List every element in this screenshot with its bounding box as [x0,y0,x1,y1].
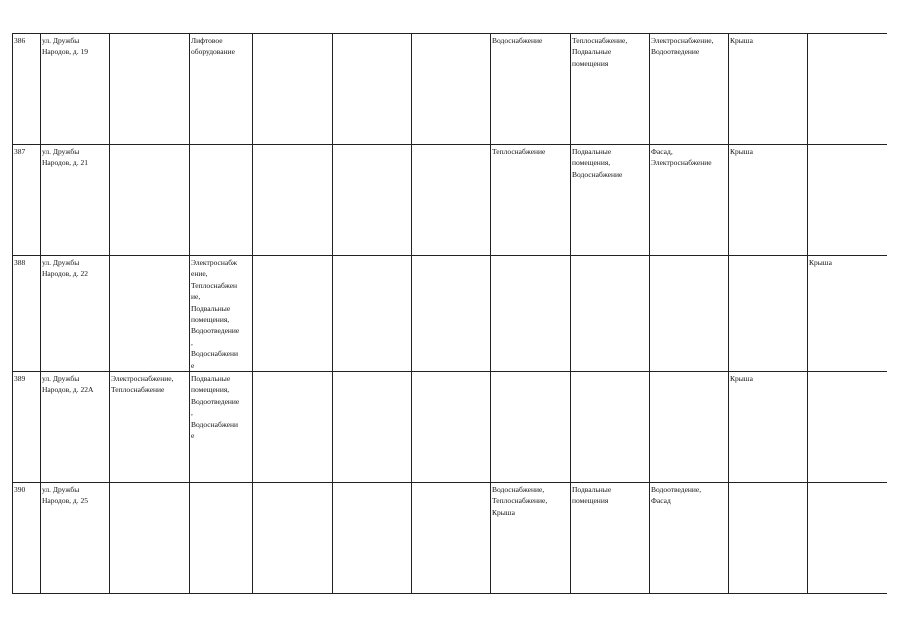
table-cell [333,483,412,594]
table-cell [412,145,491,256]
table-cell [333,34,412,145]
table-cell [412,372,491,483]
row-number-cell: 386 [13,34,41,145]
table-cell: Электроснабжение, Водоотведение [650,34,729,145]
table-cell [808,34,887,145]
table-cell: Подвальные помещения, Водоотведение , Водоснабжени е [190,372,253,483]
table-cell [253,145,333,256]
table-cell [110,483,190,594]
table-cell [110,34,190,145]
row-number-cell: 387 [13,145,41,256]
table-cell: Подвальные помещения, Водоснабжение [571,145,650,256]
table-cell [491,372,571,483]
table-cell: Теплоснабжение, Подвальные помещения [571,34,650,145]
row-number-cell: 390 [13,483,41,594]
table-cell [333,372,412,483]
table-cell: Электроснабж ение, Теплоснабжен ие, Подвальные помещения, Водоотведение , Водоснабжени е [190,256,253,372]
table-cell: Крыша [729,34,808,145]
table-cell: Лифтовое оборудование [190,34,253,145]
table-cell: Крыша [729,372,808,483]
table-cell [729,256,808,372]
table-cell [253,256,333,372]
table-cell [333,256,412,372]
table-cell [412,483,491,594]
table-cell: Водоотведение, Фасад [650,483,729,594]
table-cell [650,372,729,483]
table-row [13,34,887,145]
table-cell [190,145,253,256]
table-cell [571,256,650,372]
table-cell [808,372,887,483]
table-cell: Теплоснабжение [491,145,571,256]
table-row [13,372,887,483]
table-cell [491,256,571,372]
table-cell: Водоснабжение [491,34,571,145]
address-cell: ул. Дружбы Народов, д. 25 [41,483,110,594]
address-cell: ул. Дружбы Народов, д. 22 [41,256,110,372]
row-number-cell: 388 [13,256,41,372]
repair-schedule-table [12,33,887,594]
table-cell: Подвальные помещения [571,483,650,594]
table-cell: Крыша [808,256,887,372]
table-row [13,483,887,594]
table-row [13,145,887,256]
table-cell: Фасад, Электроснабжение [650,145,729,256]
table-cell [412,34,491,145]
address-cell: ул. Дружбы Народов, д. 19 [41,34,110,145]
table-cell: Крыша [729,145,808,256]
table-cell [808,483,887,594]
address-cell: ул. Дружбы Народов, д. 22А [41,372,110,483]
table-cell [412,256,491,372]
table-cell [253,483,333,594]
table-cell: Электроснабжение, Теплоснабжение [110,372,190,483]
table-cell [729,483,808,594]
table-cell [110,145,190,256]
table-cell [190,483,253,594]
table-cell [808,145,887,256]
table-cell [253,372,333,483]
table-cell [253,34,333,145]
table-cell [110,256,190,372]
row-number-cell: 389 [13,372,41,483]
table-cell: Водоснабжение, Теплоснабжение, Крыша [491,483,571,594]
table-cell [571,372,650,483]
table-cell [650,256,729,372]
table-row [13,256,887,372]
address-cell: ул. Дружбы Народов, д. 21 [41,145,110,256]
table-cell [333,145,412,256]
